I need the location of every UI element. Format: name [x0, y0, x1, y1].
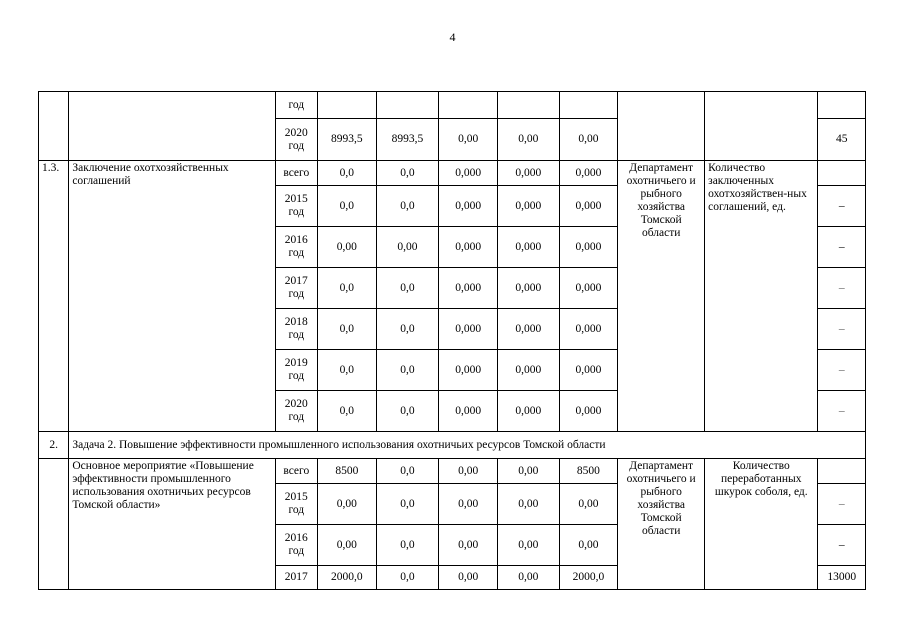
- table-row: 2017 год 0,0 0,0 0,000 0,000 0,000 –: [39, 268, 866, 309]
- table-row: 2016 год 0,00 0,00 0,000 0,000 0,000 –: [39, 227, 866, 268]
- table-row: 2018 год 0,0 0,0 0,000 0,000 0,000 –: [39, 309, 866, 350]
- executor: Департамент охотничьего и рыбного хозяйства Томской области: [618, 161, 705, 432]
- table-row: год: [39, 92, 866, 119]
- executor: Департамент охотничьего и рыбного хозяйства Томской области: [618, 459, 705, 590]
- table-row: 2015 год 0,00 0,0 0,00 0,00 0,00 –: [39, 484, 866, 525]
- table-row: 1.3. Заключение охотхозяйственных соглашений всего 0,0 0,0 0,000 0,000 0,000 Департамент охотничьего и рыбного хозяйства Томской области Количество заключенных охотхозяйствен-ных соглашений, ед.: [39, 161, 866, 186]
- program-table: [38, 91, 866, 590]
- task-title: Задача 2. Повышение эффективности промышленного использования охотничьих ресурсов Томской области: [69, 432, 866, 459]
- section-number: 1.3.: [39, 161, 69, 432]
- section-title: Заключение охотхозяйственных соглашений: [69, 161, 275, 432]
- event-title: Основное мероприятие «Повышение эффективности промышленного использования охотничьих ресурсов Томской области»: [69, 459, 275, 590]
- table-row: 2020 год 0,0 0,0 0,000 0,000 0,000 –: [39, 391, 866, 432]
- table-row: 2016 год 0,00 0,0 0,00 0,00 0,00 –: [39, 525, 866, 566]
- page-number: 4: [449, 30, 456, 44]
- table-row: Основное мероприятие «Повышение эффективности промышленного использования охотничьих ресурсов Томской области» всего 8500 0,0 0,00 0,00 8500 Департамент охотничьего и рыбного хозяйства Томской области Количество переработанных шкурок соболя, ед.: [39, 459, 866, 484]
- indicator-name: Количество переработанных шкурок соболя, ед.: [705, 459, 818, 590]
- table-row: 2015 год 0,0 0,0 0,000 0,000 0,000 –: [39, 186, 866, 227]
- table-row: 2019 год 0,0 0,0 0,000 0,000 0,000 –: [39, 350, 866, 391]
- table-row: 2017 2000,0 0,0 0,00 0,00 2000,0 13000: [39, 566, 866, 590]
- table-row: 2020 год 8993,5 8993,5 0,00 0,00 0,00 45: [39, 119, 866, 161]
- indicator-name: Количество заключенных охотхозяйствен-ных соглашений, ед.: [705, 161, 818, 432]
- table-row: [39, 432, 866, 459]
- task-number: 2.: [39, 432, 69, 459]
